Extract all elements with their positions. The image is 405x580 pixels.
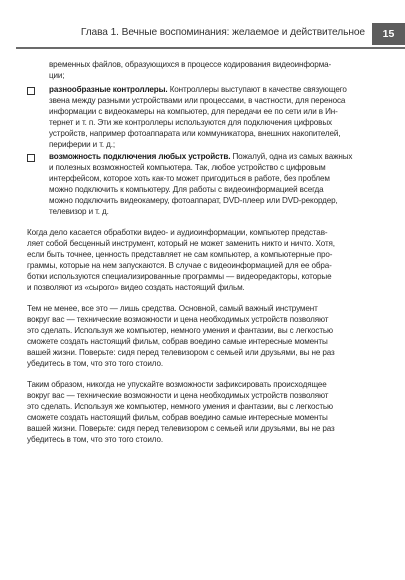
paragraph-line: и позволяют из «сырого» видео создать настоящий фильм. bbox=[27, 283, 245, 292]
paragraph-line: это сделать. Используя же компьютер, немного умения и фантазии, вы с легкостью bbox=[27, 402, 333, 411]
paragraph-line: сможете создать настоящий фильм, собрав воедино самые интересные моменты bbox=[27, 337, 328, 346]
bullet-line: тернет и т. п. Эти же контроллеры используются для подключения цифровых bbox=[49, 118, 332, 127]
bullet-line: можно подключить видеокамеру, фотоаппарат, DVD-плеер или DVD-рекордер, bbox=[49, 196, 338, 205]
page-number: 15 bbox=[372, 23, 405, 45]
bullet-line: информации с видеокамеры на компьютер, для передачи ее по сети или в Ин- bbox=[49, 107, 338, 116]
bullet-line: возможность подключения любых устройств. Пожалуй, одна из самых важных bbox=[49, 152, 353, 161]
paragraph-line: Таким образом, никогда не упускайте возможности зафиксировать происходящее bbox=[27, 380, 327, 389]
checkbox-bullet-icon bbox=[27, 87, 35, 95]
paragraph-line: сможете создать настоящий фильм, собрав воедино самые интересные моменты bbox=[27, 413, 328, 422]
bullet-term: разнообразные контроллеры. bbox=[49, 85, 168, 94]
paragraph-line: если быть точнее, ценность представляет не сам компьютер, а компьютерные про- bbox=[27, 250, 333, 259]
intro-line: ции; bbox=[49, 71, 65, 80]
intro-line: временных файлов, образующихся в процессе кодирования видеоинформа- bbox=[49, 60, 332, 69]
bullet-line: разнообразные контроллеры. Контроллеры выступают в качестве связующего bbox=[49, 85, 347, 94]
bullet-line: периферии и т. д.; bbox=[49, 140, 115, 149]
bullet-term: возможность подключения любых устройств. bbox=[49, 152, 231, 161]
paragraph-line: это сделать. Используя же компьютер, немного умения и фантазии, вы с легкостью bbox=[27, 326, 333, 335]
bullet-line: звена между разными устройствами или процессами, в частности, для переноса bbox=[49, 96, 346, 105]
bullet-line: можно подключить к компьютеру. Для работы с видеоинформацией всегда bbox=[49, 185, 324, 194]
chapter-title: Глава 1. Вечные воспоминания: желаемое и действительное bbox=[80, 27, 365, 38]
paragraph-line: ляет собой бесценный инструмент, который не может заменить никто и ничто. Хотя, bbox=[27, 239, 335, 248]
checkbox-bullet-icon bbox=[27, 154, 35, 162]
paragraph-line: вокруг вас — технические возможности и цена необходимых устройств позволяют bbox=[27, 391, 329, 400]
paragraph-line: вокруг вас — технические возможности и цена необходимых устройств позволяют bbox=[27, 315, 329, 324]
paragraph-line: Тем не менее, все это — лишь средства. Основной, самый важный инструмент bbox=[27, 304, 318, 313]
paragraph-line: граммы, которые на нем запускаются. В случае с видеоинформацией для ее обра- bbox=[27, 261, 332, 270]
paragraph-line: убедитесь в том, что это того стоило. bbox=[27, 359, 163, 368]
paragraph-line: вашей жизни. Поверьте: сидя перед телевизором с семьей или друзьями, вы не раз bbox=[27, 424, 335, 433]
paragraph-line: вашей жизни. Поверьте: сидя перед телевизором с семьей или друзьями, вы не раз bbox=[27, 348, 335, 357]
bullet-line: телевизор и т. д. bbox=[49, 207, 109, 216]
paragraph-line: убедитесь в том, что это того стоило. bbox=[27, 435, 163, 444]
paragraph-line: Когда дело касается обработки видео- и аудиоинформации, компьютер представ- bbox=[27, 228, 328, 237]
paragraph-line: ботки используются специализированные программы — видеоредакторы, которые bbox=[27, 272, 332, 281]
running-header bbox=[16, 25, 405, 49]
bullet-line: интерфейсом, которое хоть как-то может пригодиться в работе, без проблем bbox=[49, 174, 330, 183]
bullet-line: устройств, например фотоаппарата или коммуникатора, внешних накопителей, bbox=[49, 129, 341, 138]
bullet-line: и полезных возможностей компьютера. Так, любое устройство с цифровым bbox=[49, 163, 326, 172]
